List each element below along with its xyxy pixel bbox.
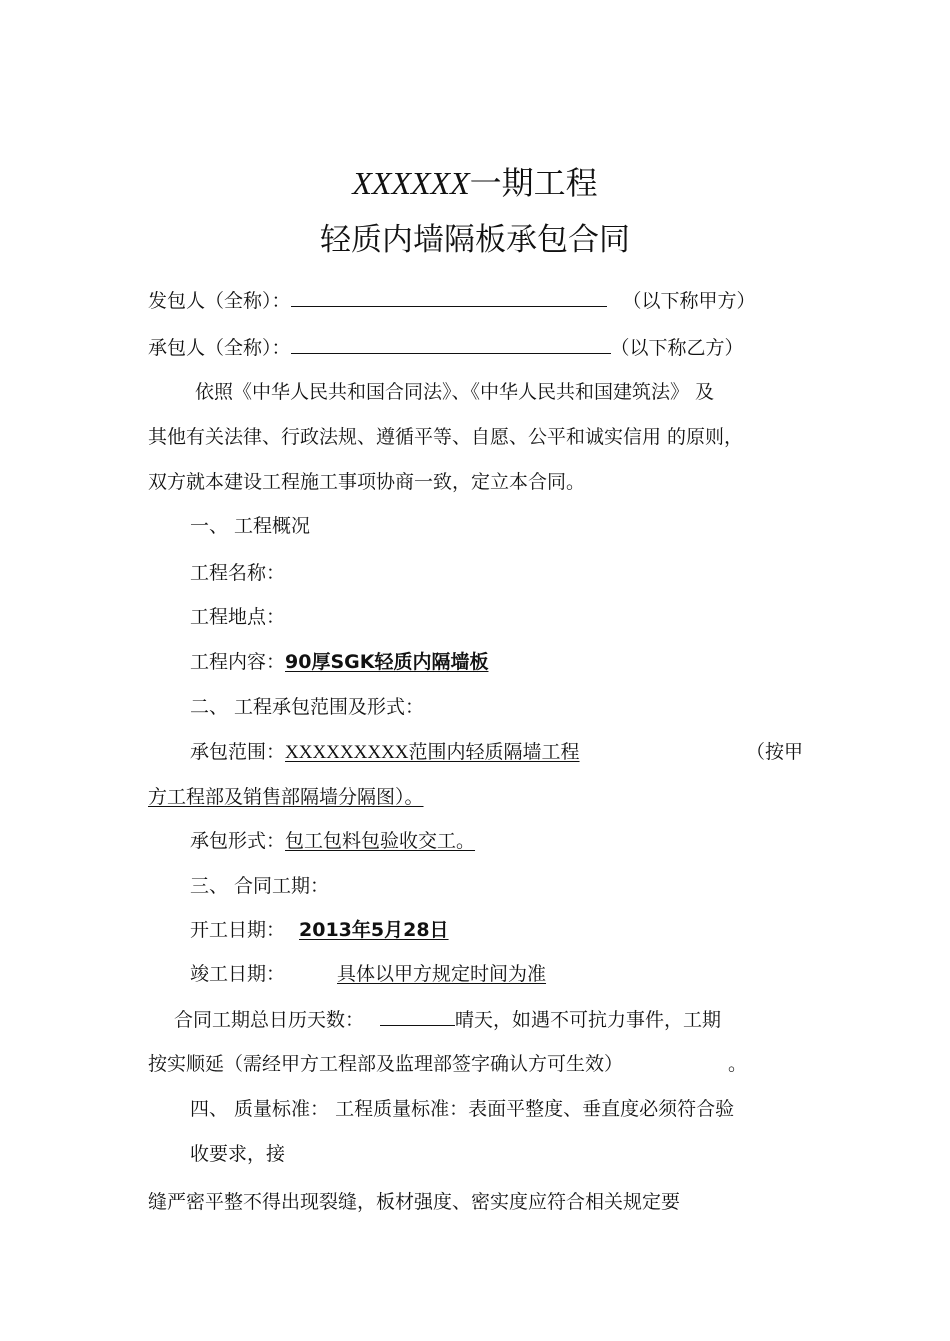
extension-text: 按实顺延（需经甲方工程部及监理部签字确认方可生效） (148, 1053, 624, 1075)
contract-title-line2: 轻质内墙隔板承包合同 (320, 222, 630, 258)
preamble-line-2: 其他有关法律、行政法规、遵循平等、自愿、公平和诚实信用 的原则， (148, 426, 744, 448)
scope-text: 范围内轻质隔墙工程 (408, 741, 580, 763)
project-location-label: 工程地点： (190, 606, 286, 628)
scope-note-start: （按甲 (746, 741, 804, 763)
employer-label: 发包人（全称）： (148, 290, 291, 312)
start-date-label: 开工日期： (190, 919, 286, 941)
total-days-rest: 晴天，如遇不可抗力事件，工期 (455, 1009, 722, 1031)
project-content-value: 90厚SGK轻质内隔墙板 (285, 651, 489, 673)
start-date-value: 2013年5月28日 (299, 919, 449, 941)
preamble-line-3: 双方就本建设工程施工事项协商一致，定立本合同。 (148, 471, 586, 493)
scope-code: XXXXXXXXX (285, 742, 409, 763)
scope-label: 承包范围： (190, 741, 286, 763)
extension-end: 。 (728, 1053, 748, 1075)
section2-heading: 二、 工程承包范围及形式： (190, 696, 425, 718)
contractor-name-blank[interactable] (291, 335, 611, 354)
employer-name-blank[interactable] (291, 288, 607, 307)
total-days-blank[interactable] (380, 1007, 455, 1026)
section4-line-2: 收要求，接 (190, 1143, 286, 1165)
end-date-row (190, 962, 546, 986)
scope-value (285, 740, 600, 765)
contract-title-line1 (0, 163, 950, 203)
project-content-row (190, 650, 488, 674)
preamble-line-1: 依照《中华人民共和国合同法》、《中华人民共和国建筑法》 及 (195, 381, 715, 403)
contractor-suffix: （以下称乙方） (610, 337, 744, 359)
project-content-label: 工程内容： (190, 651, 286, 673)
section4-line-3: 缝严密平整不得出现裂缝，板材强度、密实度应符合相关规定要 (148, 1191, 681, 1213)
contractor-row (148, 335, 744, 360)
total-days-label: 合同工期总日历天数： (174, 1009, 365, 1031)
contractor-label: 承包人（全称）： (148, 337, 291, 359)
total-days-row (174, 1007, 721, 1032)
scope-note-end: 方工程部及销售部隔墙分隔图）。 (148, 786, 424, 808)
end-date-label: 竣工日期： (190, 963, 286, 985)
start-date-row (190, 918, 605, 942)
project-code: XXXXXX (352, 165, 470, 201)
section4-heading: 四、 质量标准： 工程质量标准：表面平整度、垂直度必须符合验 (190, 1098, 735, 1120)
title-phase: 一期工程 (469, 164, 598, 202)
employer-suffix: （以下称甲方） (622, 290, 756, 312)
project-name-label: 工程名称： (190, 562, 286, 584)
scope-row (190, 740, 600, 765)
form-label: 承包形式： (190, 830, 286, 852)
section3-heading: 三、 合同工期： (190, 875, 330, 897)
form-row (190, 829, 475, 853)
form-value: 包工包料包验收交工。 (285, 830, 476, 852)
section1-heading: 一、 工程概况 (190, 515, 311, 537)
employer-row (148, 288, 756, 313)
end-date-value: 具体以甲方规定时间为准 (337, 963, 547, 985)
